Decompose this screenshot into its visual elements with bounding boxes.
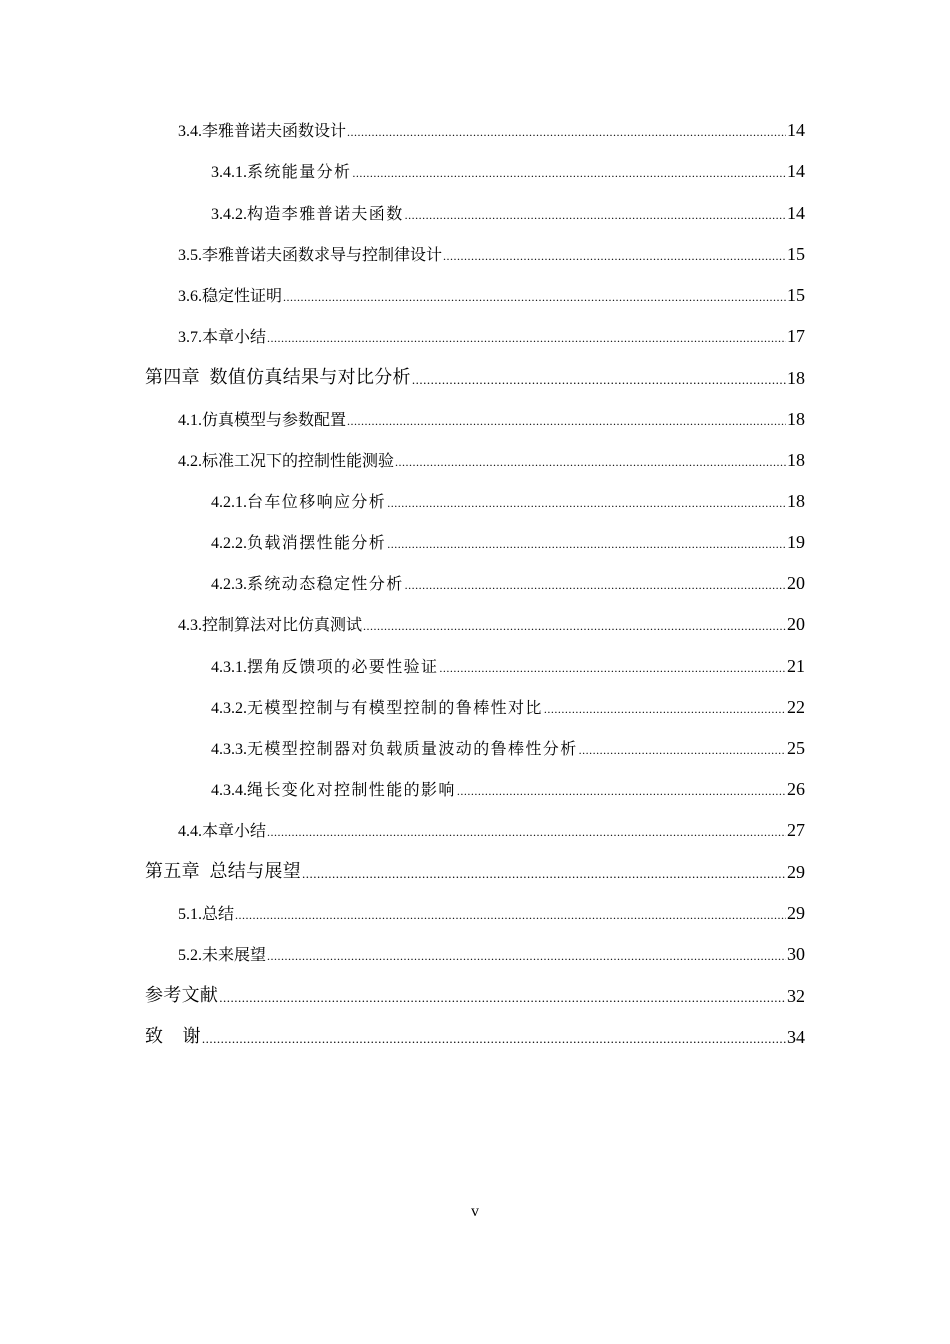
- toc-entry[interactable]: [145, 983, 805, 1007]
- toc-entry-page: 19: [787, 532, 805, 552]
- toc-entry-number: 4.3.1.: [211, 659, 247, 676]
- toc-entry-page: 18: [787, 491, 805, 511]
- toc-leader-dots: [267, 826, 786, 841]
- toc-leader-dots: [405, 579, 786, 594]
- toc-leader-dots: [235, 909, 786, 924]
- toc-entry-title: 系统动态稳定性分析: [247, 576, 404, 593]
- toc-entry[interactable]: [211, 694, 805, 718]
- toc-entry-title: 未来展望: [202, 947, 267, 964]
- toc-entry[interactable]: [145, 859, 805, 883]
- toc-entry-number: 3.4.: [178, 123, 202, 140]
- toc-entry-title: 绳长变化对控制性能的影响: [247, 782, 456, 799]
- toc-entry-title: 摆角反馈项的必要性验证: [247, 659, 439, 676]
- toc-leader-dots: [347, 415, 786, 430]
- toc-entry[interactable]: [178, 447, 805, 471]
- toc-leader-dots: [347, 126, 786, 141]
- toc-entry-number: 4.2.2.: [211, 535, 247, 552]
- toc-entry[interactable]: [211, 653, 805, 677]
- toc-leader-dots: [443, 250, 786, 265]
- toc-entry-page: 14: [787, 120, 805, 140]
- toc-leader-dots: [352, 167, 786, 182]
- toc-entry[interactable]: [178, 900, 805, 924]
- toc-entry-title: 无模型控制与有模型控制的鲁棒性对比: [247, 700, 543, 717]
- toc-entry[interactable]: [178, 406, 805, 430]
- toc-entry[interactable]: [211, 735, 805, 759]
- toc-entry-number: 4.3.3.: [211, 741, 247, 758]
- toc-entry[interactable]: [211, 529, 805, 553]
- toc-entry-page: 32: [787, 986, 805, 1006]
- toc-entry-number: 4.3.: [178, 617, 202, 634]
- toc-entry-title: 系统能量分析: [247, 164, 352, 181]
- toc-entry-number: 5.1.: [178, 906, 202, 923]
- toc-entry[interactable]: [211, 776, 805, 800]
- toc-entry-number: 4.4.: [178, 823, 202, 840]
- toc-entry-number: 3.5.: [178, 247, 202, 264]
- toc-leader-dots: [395, 456, 786, 471]
- toc-entry-page: 26: [787, 779, 805, 799]
- toc-entry-page: 14: [787, 161, 805, 181]
- toc-entry[interactable]: [211, 158, 805, 182]
- toc-leader-dots: [302, 868, 786, 883]
- toc-leader-dots: [405, 209, 786, 224]
- toc-entry-page: 18: [787, 368, 805, 388]
- toc-entry-page: 15: [787, 244, 805, 264]
- toc-leader-dots: [387, 497, 786, 512]
- toc-entry-title: 仿真模型与参数配置: [202, 412, 347, 429]
- toc-entry[interactable]: [178, 323, 805, 347]
- toc-entry[interactable]: [211, 200, 805, 224]
- toc-entry-title: 第四章 数值仿真结果与对比分析: [145, 367, 411, 387]
- toc-entry[interactable]: [211, 570, 805, 594]
- toc-entry-page: 22: [787, 697, 805, 717]
- toc-entry[interactable]: [178, 817, 805, 841]
- toc-entry[interactable]: [178, 282, 805, 306]
- toc-entry[interactable]: [211, 488, 805, 512]
- toc-leader-dots: [579, 744, 786, 759]
- toc-entry-title: 李雅普诺夫函数设计: [202, 123, 347, 140]
- toc-entry-page: 14: [787, 203, 805, 223]
- toc-entry-page: 25: [787, 738, 805, 758]
- toc-leader-dots: [457, 785, 786, 800]
- toc-leader-dots: [544, 703, 786, 718]
- toc-entry-title: 负载消摆性能分析: [247, 535, 387, 552]
- toc-entry-number: 3.7.: [178, 329, 202, 346]
- toc-leader-dots: [202, 1033, 786, 1048]
- toc-entry[interactable]: [178, 941, 805, 965]
- toc-entry-page: 29: [787, 862, 805, 882]
- toc-entry-page: 30: [787, 944, 805, 964]
- toc-entry-title: 第五章 总结与展望: [145, 861, 301, 881]
- toc-entry-page: 17: [787, 326, 805, 346]
- toc-entry-page: 34: [787, 1027, 805, 1047]
- toc-entry-number: 3.4.2.: [211, 206, 247, 223]
- toc-entry[interactable]: [145, 365, 805, 389]
- toc-entry-page: 27: [787, 820, 805, 840]
- toc-entry-number: 4.2.: [178, 453, 202, 470]
- toc-entry-page: 21: [787, 656, 805, 676]
- toc-entry-title: 控制算法对比仿真测试: [202, 617, 363, 634]
- toc-entry[interactable]: [178, 241, 805, 265]
- toc-entry[interactable]: [178, 611, 805, 635]
- toc-entry-number: 4.3.4.: [211, 782, 247, 799]
- toc-entry-page: 29: [787, 903, 805, 923]
- toc-leader-dots: [439, 662, 786, 677]
- toc-entry-title: 致 谢: [145, 1026, 201, 1046]
- toc-entry-page: 18: [787, 450, 805, 470]
- toc-leader-dots: [219, 992, 786, 1007]
- toc-entry-title: 构造李雅普诺夫函数: [247, 206, 404, 223]
- toc-leader-dots: [412, 374, 786, 389]
- toc-entry-number: 3.4.1.: [211, 164, 247, 181]
- toc-entry-title: 稳定性证明: [202, 288, 283, 305]
- toc-leader-dots: [363, 620, 786, 635]
- toc-entry-title: 李雅普诺夫函数求导与控制律设计: [202, 247, 443, 264]
- toc-entry-number: 4.2.1.: [211, 494, 247, 511]
- toc-entry-page: 20: [787, 573, 805, 593]
- toc-entry-page: 20: [787, 614, 805, 634]
- toc-entry-page: 15: [787, 285, 805, 305]
- toc-leader-dots: [267, 950, 786, 965]
- toc-entry-number: 3.6.: [178, 288, 202, 305]
- toc-entry-title: 参考文献: [145, 985, 219, 1005]
- page-number-footer: v: [471, 1203, 479, 1220]
- toc-entry-title: 本章小结: [202, 823, 267, 840]
- toc-entry-number: 4.3.2.: [211, 700, 247, 717]
- toc-entry-title: 无模型控制器对负载质量波动的鲁棒性分析: [247, 741, 578, 758]
- toc-entry-page: 18: [787, 409, 805, 429]
- toc-leader-dots: [283, 291, 786, 306]
- toc-entry-number: 5.2.: [178, 947, 202, 964]
- toc-entry-title: 总结: [202, 906, 235, 923]
- toc-entry[interactable]: [145, 1024, 805, 1048]
- toc-entry-title: 台车位移响应分析: [247, 494, 387, 511]
- toc-entry-title: 标准工况下的控制性能测验: [202, 453, 395, 470]
- toc-entry-number: 4.1.: [178, 412, 202, 429]
- toc-entry-title: 本章小结: [202, 329, 267, 346]
- toc-entry-number: 4.2.3.: [211, 576, 247, 593]
- toc-leader-dots: [267, 332, 786, 347]
- toc-leader-dots: [387, 538, 786, 553]
- toc-entry[interactable]: [178, 117, 805, 141]
